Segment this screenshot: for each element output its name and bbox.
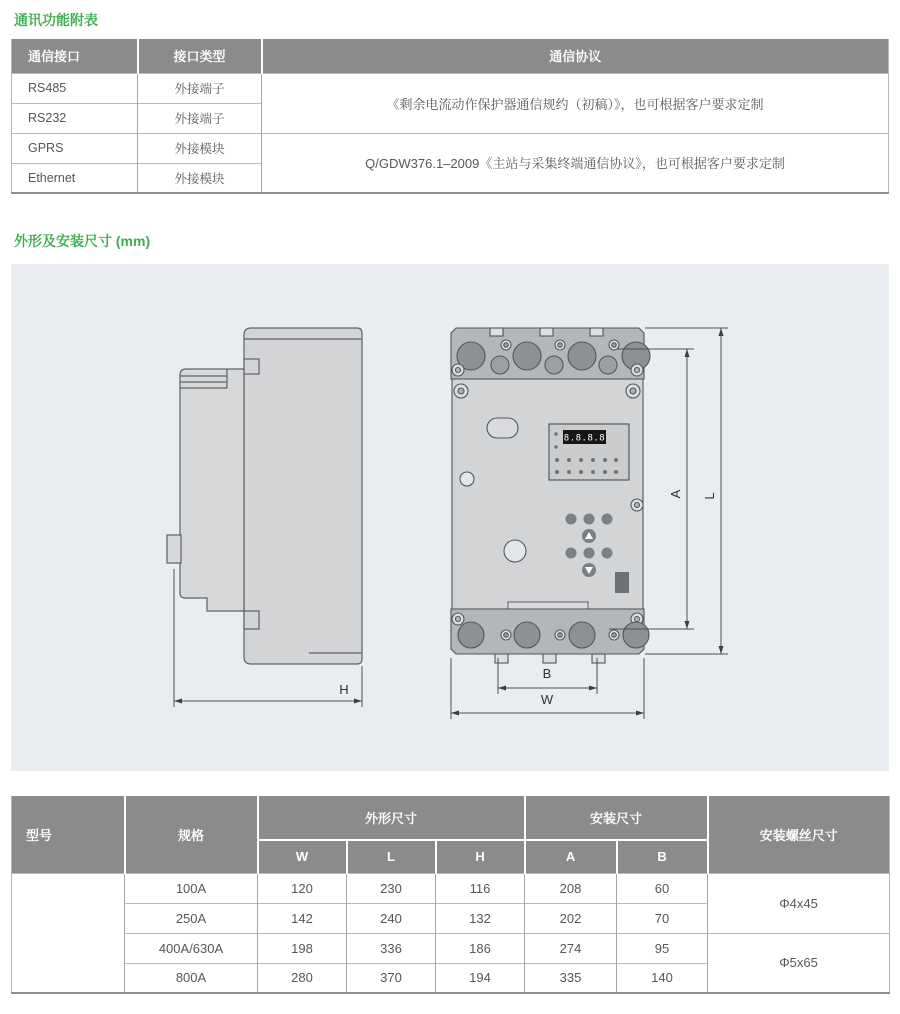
size-cell-spec: 100A bbox=[125, 873, 258, 903]
size-header-model: 型号 bbox=[12, 796, 125, 873]
size-cell-b: 95 bbox=[617, 933, 708, 963]
size-cell-w: 198 bbox=[258, 933, 347, 963]
comm-header-protocol: 通信协议 bbox=[262, 39, 889, 73]
comm-cell-type: 外接端子 bbox=[138, 103, 262, 133]
size-subheader-h: H bbox=[436, 840, 525, 873]
dimension-label-a: A bbox=[668, 489, 683, 499]
front-view-drawing bbox=[451, 328, 650, 663]
comm-cell-interface: RS485 bbox=[12, 73, 138, 103]
comm-header-interface: 通信接口 bbox=[12, 39, 138, 73]
size-cell-l: 240 bbox=[347, 903, 436, 933]
size-subheader-w: W bbox=[258, 840, 347, 873]
size-cell-b: 140 bbox=[617, 963, 708, 993]
size-cell-screw: Φ5x65 bbox=[708, 933, 890, 993]
size-cell-h: 186 bbox=[436, 933, 525, 963]
comm-cell-type: 外接模块 bbox=[138, 133, 262, 163]
comm-cell-type: 外接端子 bbox=[138, 73, 262, 103]
communication-table bbox=[11, 39, 889, 194]
dimension-label-l: L bbox=[702, 492, 717, 500]
size-cell-b: 60 bbox=[617, 873, 708, 903]
size-cell-h: 132 bbox=[436, 903, 525, 933]
dimension-label-w: W bbox=[540, 692, 554, 707]
size-header-spec: 规格 bbox=[125, 796, 258, 873]
comm-cell-interface: Ethernet bbox=[12, 163, 138, 193]
side-view-drawing bbox=[167, 328, 362, 664]
digital-display: 8.8.8.8 bbox=[563, 433, 606, 444]
table-row bbox=[12, 933, 890, 963]
comm-cell-protocol: 《剩余电流动作保护器通信规约（初稿）》，也可根据客户要求定制 bbox=[262, 73, 889, 133]
size-cell-screw: Φ4x45 bbox=[708, 873, 890, 933]
size-subheader-b: B bbox=[617, 840, 708, 873]
section-title-dimensions: 外形及安装尺寸 (mm) bbox=[14, 233, 151, 249]
size-cell-spec: 250A bbox=[125, 903, 258, 933]
size-header-install-group: 安装尺寸 bbox=[525, 796, 708, 840]
size-subheader-l: L bbox=[347, 840, 436, 873]
size-cell-h: 116 bbox=[436, 873, 525, 903]
size-cell-a: 208 bbox=[525, 873, 617, 903]
size-table bbox=[11, 796, 890, 994]
size-cell-spec: 800A bbox=[125, 963, 258, 993]
comm-cell-interface: GPRS bbox=[12, 133, 138, 163]
size-cell-w: 142 bbox=[258, 903, 347, 933]
size-cell-w: 280 bbox=[258, 963, 347, 993]
size-cell-l: 370 bbox=[347, 963, 436, 993]
size-cell-a: 274 bbox=[525, 933, 617, 963]
size-cell-a: 202 bbox=[525, 903, 617, 933]
size-cell-w: 120 bbox=[258, 873, 347, 903]
comm-cell-interface: RS232 bbox=[12, 103, 138, 133]
size-cell-a: 335 bbox=[525, 963, 617, 993]
size-cell-spec: 400A/630A bbox=[125, 933, 258, 963]
size-subheader-a: A bbox=[525, 840, 617, 873]
size-cell-h: 194 bbox=[436, 963, 525, 993]
table-row bbox=[12, 873, 890, 903]
section-title-communication: 通讯功能附表 bbox=[14, 12, 98, 28]
table-row bbox=[12, 133, 889, 163]
comm-header-type: 接口类型 bbox=[138, 39, 262, 73]
size-header-outline-group: 外形尺寸 bbox=[258, 796, 525, 840]
drawing-panel bbox=[11, 264, 889, 771]
comm-cell-protocol: Q/GDW376.1–2009《主站与采集终端通信协议》，也可根据客户要求定制 bbox=[262, 133, 889, 193]
dimension-label-h: H bbox=[339, 682, 349, 697]
dimension-label-b: B bbox=[542, 666, 552, 681]
table-row bbox=[12, 73, 889, 103]
size-header-screw: 安装螺丝尺寸 bbox=[708, 796, 890, 873]
size-cell-b: 70 bbox=[617, 903, 708, 933]
size-cell-l: 336 bbox=[347, 933, 436, 963]
datasheet-page bbox=[0, 10, 900, 994]
dimension-drawing bbox=[11, 264, 889, 771]
size-cell-model bbox=[12, 873, 125, 993]
size-cell-l: 230 bbox=[347, 873, 436, 903]
comm-cell-type: 外接模块 bbox=[138, 163, 262, 193]
